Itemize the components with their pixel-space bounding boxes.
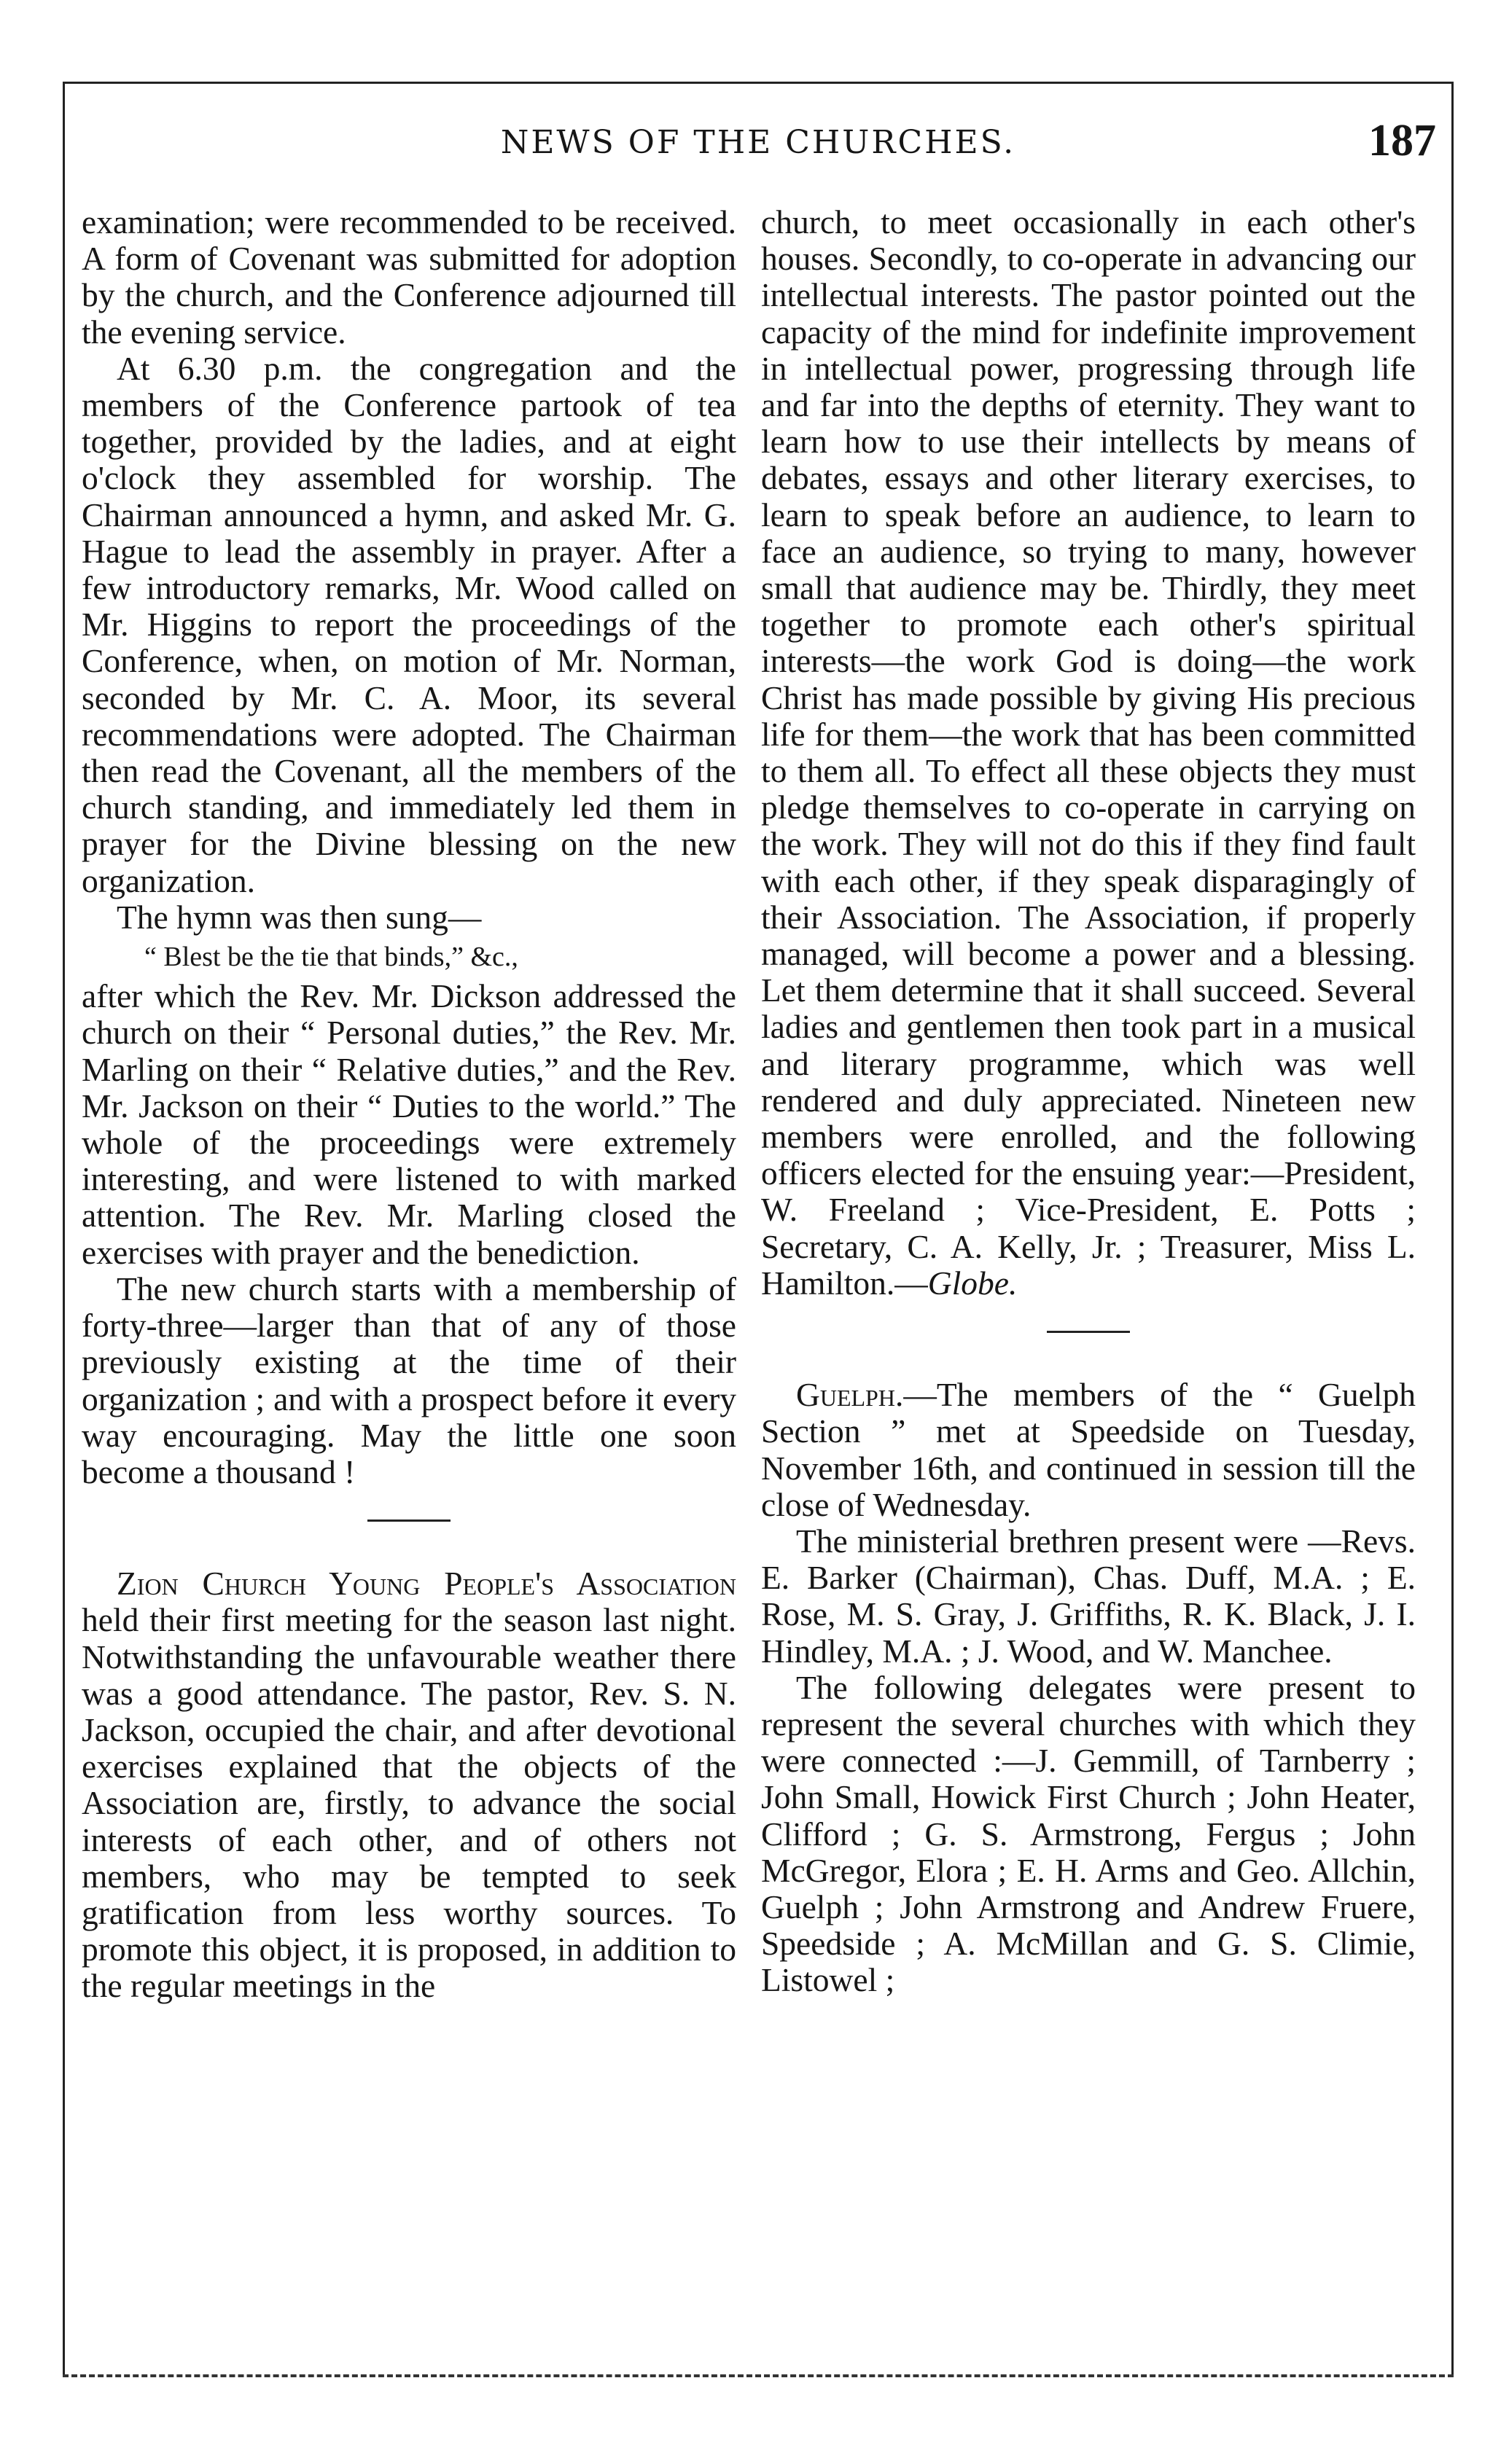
page-number: 187 bbox=[1368, 116, 1436, 165]
paragraph: The ministerial brethren present were —Revs. E. Barker (Chairman), Chas. Duff, M.A. ; E. Rose, M. S. Gray, J. Griffiths, R. K. Black, J. I. Hindley, M.A. ; J. Wood, and W. Manchee. bbox=[761, 1522, 1416, 1670]
zion-church-article bbox=[82, 1565, 736, 2004]
section-divider bbox=[1047, 1331, 1130, 1333]
guelph-article bbox=[761, 1377, 1416, 1523]
left-column bbox=[82, 204, 736, 2005]
running-head bbox=[80, 109, 1436, 168]
article-text: held their first meeting for the season last night. Notwithstanding the unfavourable weather there was a good attendance. The pastor, Rev. S. N. Jackson, occupied the chair, and after devotional exercises explained that the objects of the Association are, firstly, to advance the social interests of each other, and of others not members, who may be tempted to seek gratification from less worthy sources. To promote this object, it is proposed, in addition to the regular meetings in the bbox=[82, 1601, 736, 2005]
paragraph: after which the Rev. Mr. Dickson addressed the church on their “ Personal duties,” the Rev. Mr. Marling on their “ Relative duties,” and the Rev. Mr. Jackson on their “ Duties to the world.” The whole of the proceedings were extremely interesting, and were listened to with marked attention. The Rev. Mr. Marling closed the exercises with prayer and the benediction. bbox=[82, 977, 736, 1271]
article-heading: Guelph. bbox=[796, 1376, 904, 1414]
paragraph bbox=[761, 204, 1416, 1302]
hymn-quote: “ Blest be the tie that binds,” &c., bbox=[144, 942, 518, 973]
paragraph: examination; were recommended to be received. A form of Covenant was submitted for adoption by the church, and the Conference adjourned till the evening service. bbox=[82, 203, 736, 351]
paragraph: The hymn was then sung— bbox=[117, 898, 482, 936]
paragraph: The new church starts with a membership of forty-three—larger than that of any of those previously existing at the time of their organization ; and with a prospect before it every way encouraging. May the little one soon become a thousand ! bbox=[82, 1270, 736, 1490]
paragraph: At 6.30 p.m. the congregation and the members of the Conference partook of tea together, provided by the ladies, and at eight o'clock they assembled for worship. The Chairman announced a hymn, and asked Mr. G. Hague to lead the assembly in prayer. After a few introductory remarks, Mr. Wood called on Mr. Higgins to report the proceedings of the Conference, when, on motion of Mr. Norman, seconded by Mr. C. A. Moor, its several recommendations were adopted. The Chairman then read the Covenant, all the members of the church standing, and immediately led them in prayer for the Divine blessing on the new organization. bbox=[82, 349, 736, 899]
article-heading: Zion Church Young People's Association bbox=[117, 1565, 736, 1603]
source-credit: Globe. bbox=[927, 1264, 1018, 1302]
running-title: NEWS OF THE CHURCHES. bbox=[500, 124, 1016, 161]
paragraph: The following delegates were present to represent the several churches with which they were connected :—J. Gemmill, of Tarnberry ; John Small, Howick First Church ; John Heater, Clifford ; G. S. Armstrong, Fergus ; John McGregor, Elora ; E. H. Arms and Geo. Allchin, Guelph ; John Armstrong and Andrew Fruere, Speedside ; A. McMillan and G. S. Climie, Listowel ; bbox=[761, 1668, 1416, 1999]
right-column bbox=[761, 204, 1416, 1999]
bottom-rule bbox=[63, 2374, 1454, 2377]
article-text: church, to meet occasionally in each other's houses. Secondly, to co-operate in advancing our intellectual interests. The pastor pointed out the capacity of the mind for indefinite improvement in intellectual power, progressing through life and far into the depths of eternity. They want to learn how to use their intellects by means of debates, essays and other literary exercises, to learn to speak before an audience, to learn to face an audience, so trying to many, however small that audience may be. Thirdly, they meet together to promote each other's spiritual interests—the work God is doing—the work Christ has made possible by giving His precious life for them—the work that has been committed to them all. To effect all these objects they must pledge themselves to co-operate in carrying on the work. They will not do this if they find fault with each other, if they speak disparagingly of their Association. The Association, if properly managed, will become a power and a blessing. Let them determine that it shall succeed. Several ladies and gentlemen then took part in a musical and literary programme, which was well rendered and duly appreciated. Nineteen new members were enrolled, and the following officers elected for the ensuing year:—President, W. Freeland ; Vice-President, E. Potts ; Secretary, C. A. Kelly, Jr. ; Treasurer, Miss L. Hamilton.— bbox=[761, 203, 1416, 1302]
article-text: —The members of the “ Guelph Section ” met at Speedside on Tuesday, November 16th, and continued in session till the close of Wednesday. bbox=[761, 1376, 1416, 1523]
section-divider bbox=[367, 1520, 451, 1522]
